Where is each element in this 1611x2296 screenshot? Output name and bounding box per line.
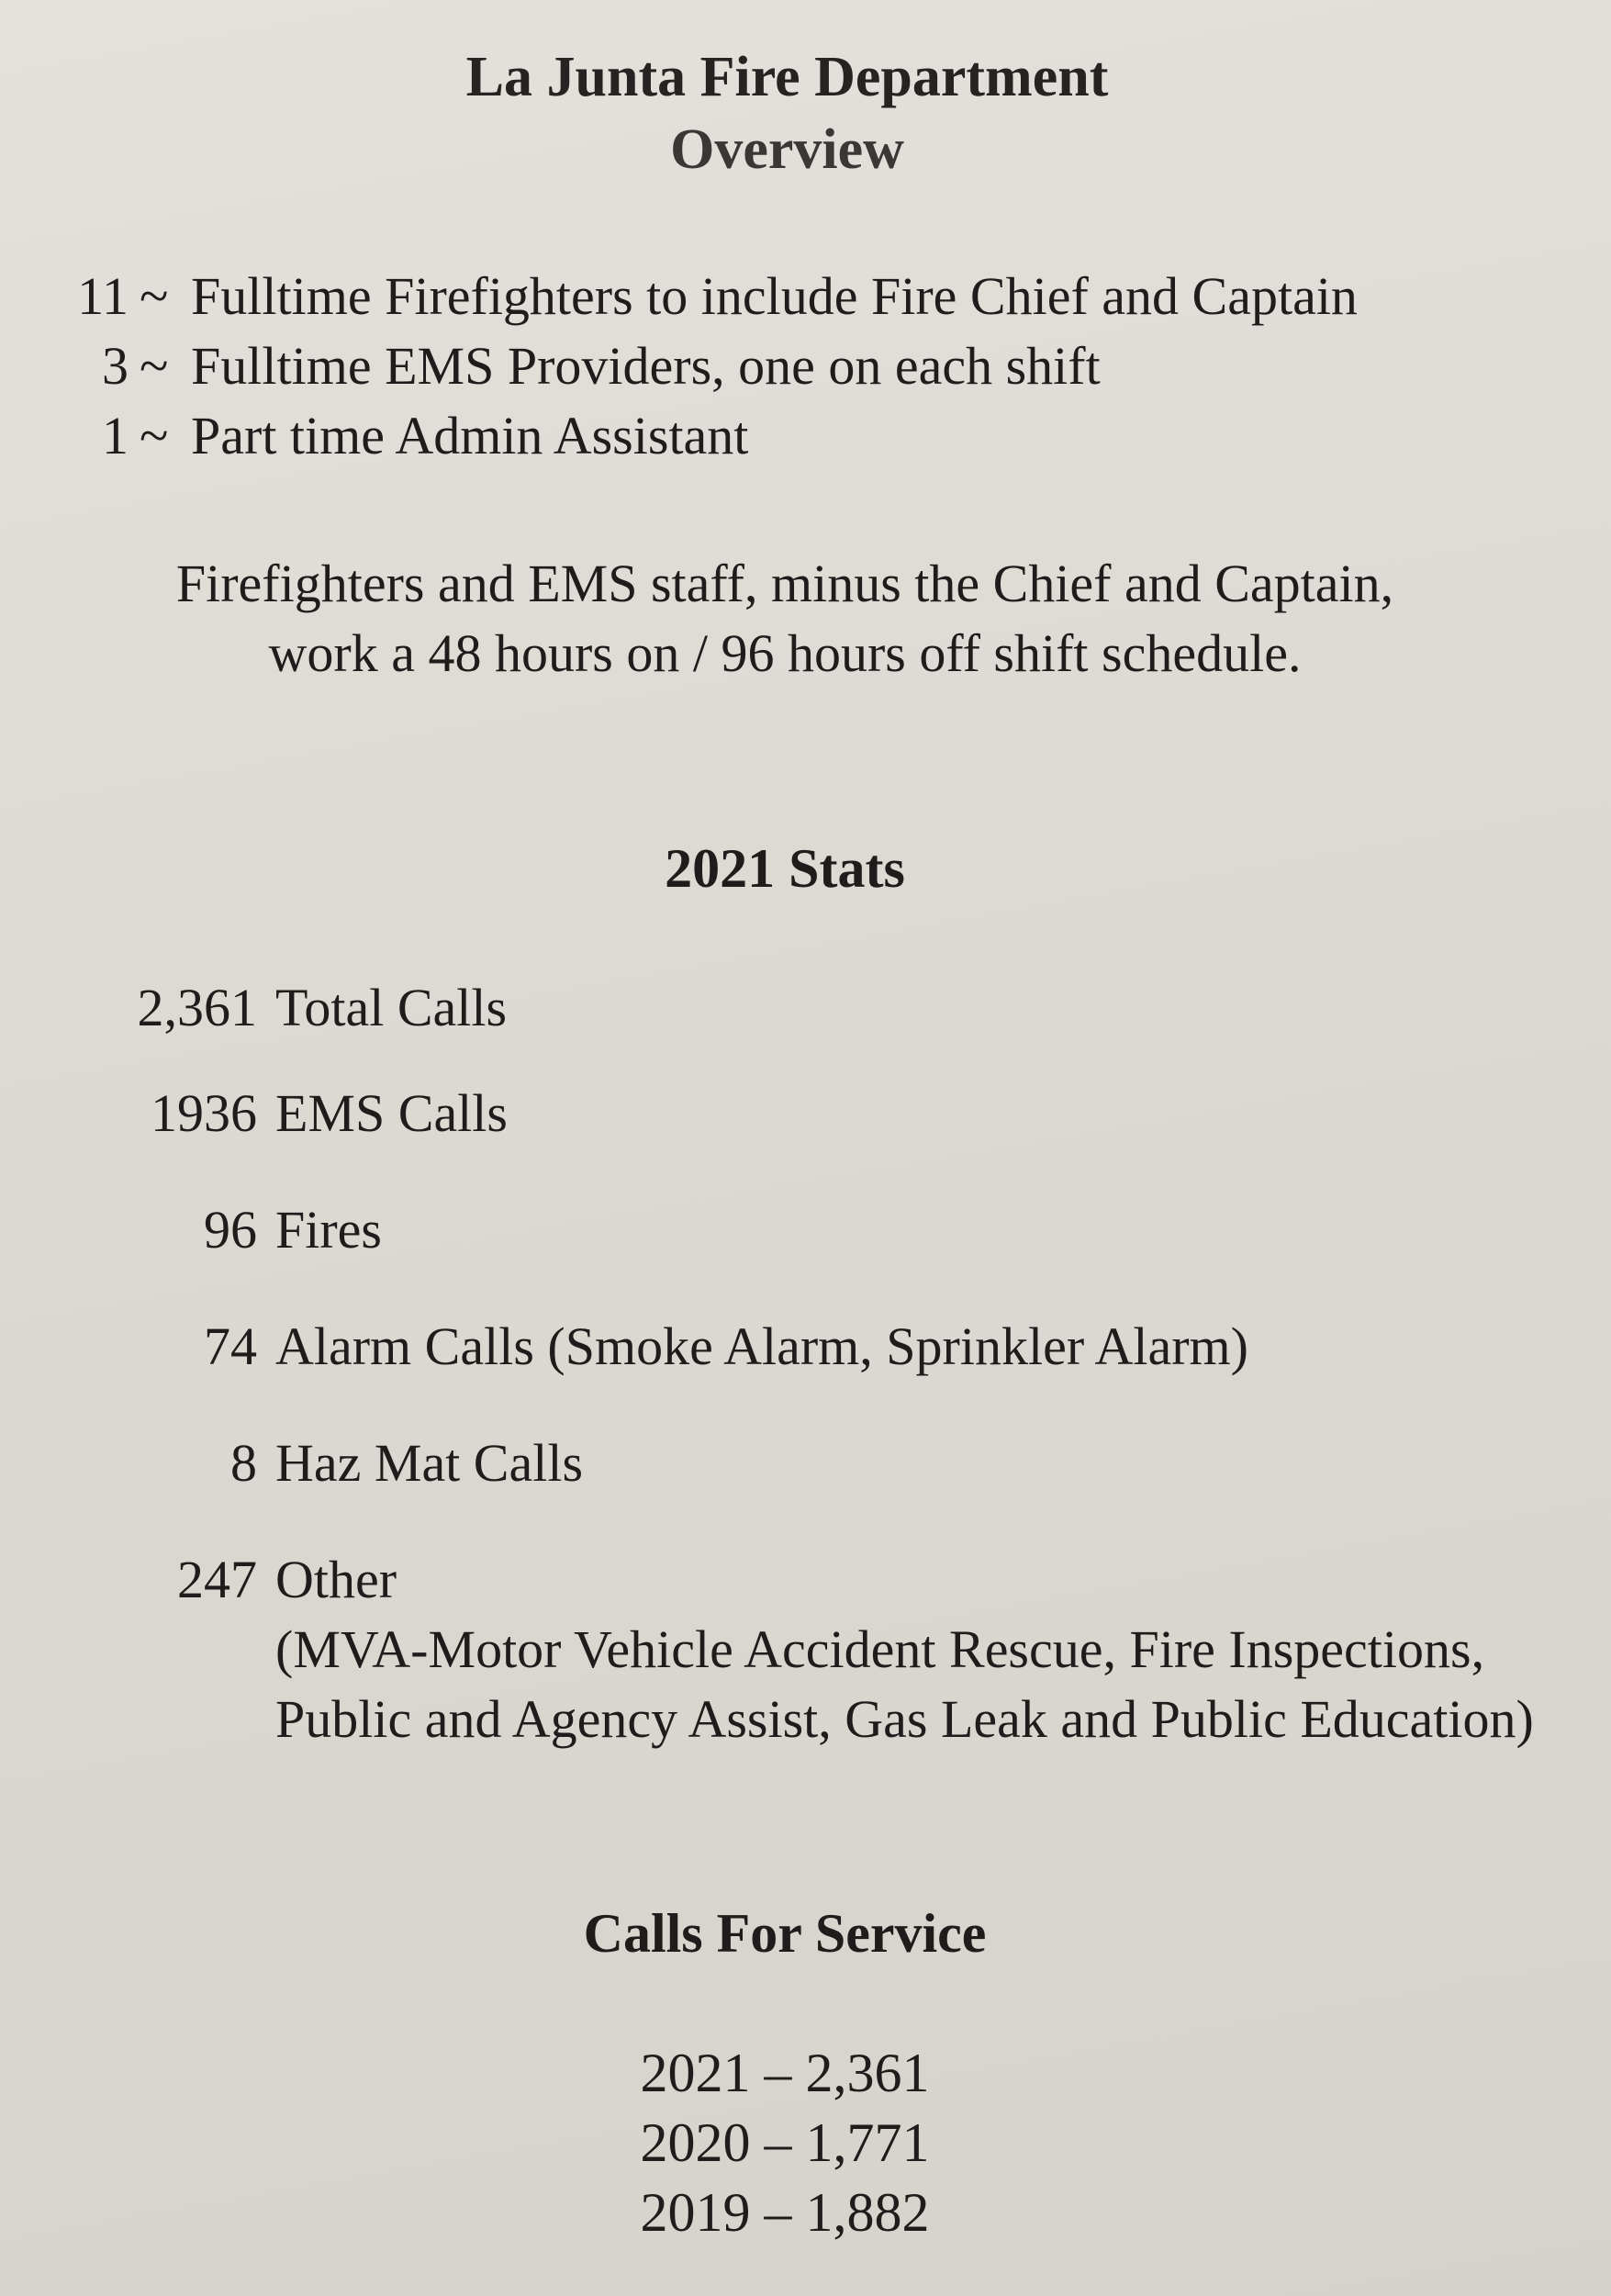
staff-separator: ~ — [140, 266, 169, 326]
staff-item — [0, 262, 1611, 331]
staff-separator: ~ — [140, 336, 169, 396]
calls-dash: – — [764, 2043, 792, 2103]
staff-separator: ~ — [140, 406, 169, 465]
stat-item — [0, 1428, 1611, 1545]
stat-description: (MVA-Motor Vehicle Accident Rescue, Fire Inspections, Public and Agency Assist, Gas Leak and Public Education) — [275, 1619, 1534, 1749]
staff-count: 1 — [102, 406, 129, 465]
staff-description: Fulltime EMS Providers, one on each shift — [191, 336, 1101, 396]
calls-row — [0, 2178, 1570, 2247]
stat-label: Total Calls — [275, 978, 508, 1037]
schedule-line: Firefighters and EMS staff, minus the Chief and Captain, — [175, 554, 1394, 613]
calls-value: 1,882 — [805, 2182, 930, 2243]
stat-item — [0, 1195, 1611, 1312]
calls-list — [0, 2038, 1570, 2247]
stat-value: 247 — [177, 1550, 257, 1609]
stat-label: Alarm Calls (Smoke Alarm, Sprinkler Alarm) — [275, 1316, 1248, 1376]
stat-value: 96 — [204, 1200, 257, 1260]
staff-item — [0, 331, 1611, 401]
schedule-line: work a 48 hours on / 96 hours off shift schedule. — [268, 623, 1302, 683]
calls-year: 2020 — [640, 2112, 751, 2173]
stat-label: EMS Calls — [275, 1083, 508, 1143]
stats-list — [0, 973, 1611, 1824]
stat-value: 2,361 — [137, 978, 257, 1037]
calls-dash: – — [764, 2182, 792, 2243]
stat-value: 74 — [204, 1316, 257, 1376]
stat-item — [0, 1312, 1611, 1428]
calls-dash: – — [764, 2112, 792, 2173]
calls-value: 1,771 — [805, 2112, 930, 2173]
staff-item — [0, 401, 1611, 471]
stat-item — [0, 1545, 1611, 1824]
calls-year: 2019 — [640, 2182, 751, 2243]
calls-value: 2,361 — [805, 2043, 930, 2103]
stat-item — [0, 1079, 1611, 1195]
calls-year: 2021 — [640, 2043, 751, 2103]
schedule-note — [0, 549, 1570, 689]
stat-value: 1936 — [151, 1083, 257, 1143]
calls-row — [0, 2038, 1570, 2108]
stat-label: Fires — [275, 1200, 382, 1260]
staff-count: 3 — [102, 336, 129, 396]
stat-value: 8 — [230, 1433, 257, 1493]
stats-heading: 2021 Stats — [665, 838, 905, 899]
staff-description: Fulltime Firefighters to include Fire Chief and Captain — [191, 266, 1358, 326]
staff-list — [0, 262, 1611, 471]
stat-label: Haz Mat Calls — [275, 1433, 584, 1493]
staff-description: Part time Admin Assistant — [191, 406, 749, 465]
calls-row — [0, 2108, 1570, 2178]
stat-item — [0, 973, 1611, 1079]
calls-heading: Calls For Service — [583, 1903, 987, 1964]
staff-count: 11 — [77, 266, 129, 326]
page-subtitle: Overview — [670, 118, 904, 181]
stat-label: Other — [275, 1550, 397, 1609]
page-title: La Junta Fire Department — [465, 46, 1109, 108]
